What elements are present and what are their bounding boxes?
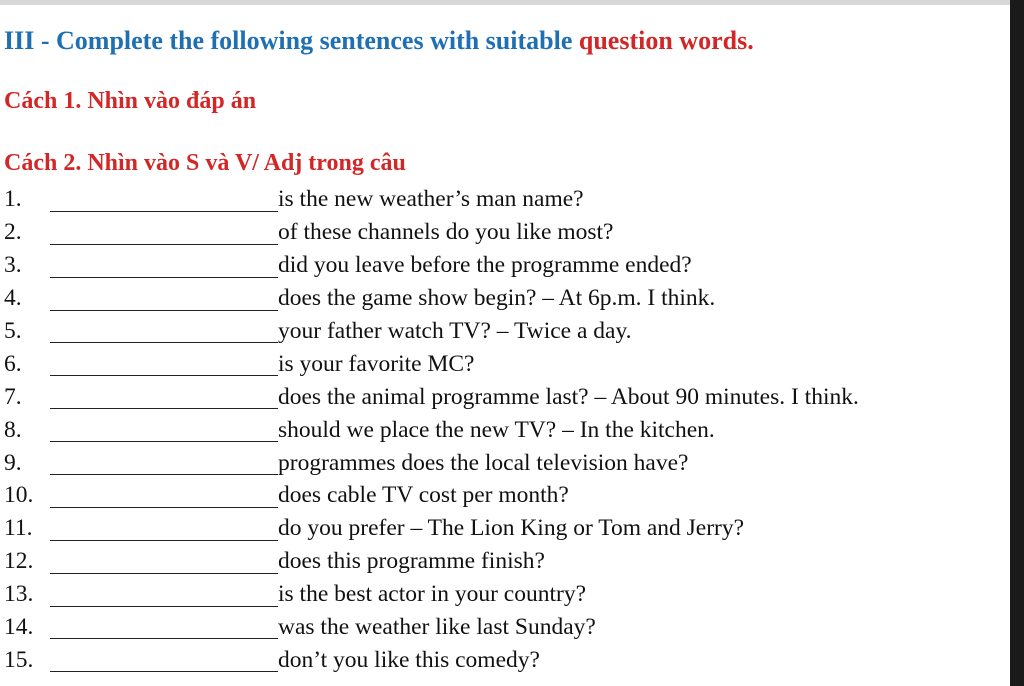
right-border-strip [1010, 0, 1024, 686]
answer-blank[interactable] [50, 539, 278, 541]
answer-blank[interactable] [50, 243, 278, 245]
question-number: 5. [4, 317, 22, 344]
heading-highlight: question words. [578, 26, 754, 55]
answer-blank[interactable] [50, 605, 278, 607]
question-text: did you leave before the programme ended? [278, 252, 692, 279]
question-item [4, 545, 1004, 578]
question-item [4, 413, 1004, 446]
question-number: 4. [4, 285, 22, 312]
answer-blank[interactable] [50, 276, 278, 278]
answer-blank[interactable] [50, 210, 278, 212]
question-number: 3. [4, 252, 22, 279]
question-number: 15. [4, 646, 34, 673]
question-item [4, 578, 1004, 611]
question-text: do you prefer – The Lion King or Tom and Jerry? [278, 515, 745, 542]
question-text: should we place the new TV? – In the kitchen. [278, 416, 715, 443]
answer-blank[interactable] [50, 637, 278, 639]
question-item [4, 611, 1004, 644]
answer-blank[interactable] [50, 374, 278, 376]
answer-blank[interactable] [50, 407, 278, 409]
question-text: programmes does the local television have? [278, 449, 689, 476]
question-text: does cable TV cost per month? [278, 482, 569, 509]
question-text: is the best actor in your country? [278, 581, 587, 608]
answer-blank[interactable] [50, 572, 278, 574]
question-item [4, 643, 1004, 676]
question-item [4, 183, 1004, 216]
question-number: 10. [4, 482, 34, 509]
question-text: is your favorite MC? [278, 350, 475, 377]
method-2-hint: Cách 2. Nhìn vào S và V/ Adj trong câu [4, 150, 406, 176]
method-1-hint: Cách 1. Nhìn vào đáp án [4, 88, 257, 114]
question-text: does this programme finish? [278, 548, 545, 575]
exercise-heading [4, 26, 754, 56]
answer-blank[interactable] [50, 670, 278, 672]
question-item [4, 512, 1004, 545]
question-number: 11. [4, 515, 33, 542]
top-border-strip [0, 0, 1010, 5]
question-number: 12. [4, 548, 34, 575]
question-text: your father watch TV? – Twice a day. [278, 317, 632, 344]
question-item [4, 315, 1004, 348]
question-item [4, 446, 1004, 479]
answer-blank[interactable] [50, 440, 278, 442]
question-number: 2. [4, 219, 22, 246]
answer-blank[interactable] [50, 473, 278, 475]
question-number: 13. [4, 581, 34, 608]
question-text: was the weather like last Sunday? [278, 613, 596, 640]
question-item [4, 249, 1004, 282]
question-item [4, 479, 1004, 512]
answer-blank[interactable] [50, 309, 278, 311]
question-item [4, 347, 1004, 380]
question-item [4, 380, 1004, 413]
question-number: 7. [4, 383, 22, 410]
question-text: does the game show begin? – At 6p.m. I think. [278, 285, 716, 312]
question-number: 14. [4, 613, 34, 640]
question-text: is the new weather’s man name? [278, 186, 584, 213]
question-text: don’t you like this comedy? [278, 646, 540, 673]
question-number: 1. [4, 186, 22, 213]
question-item [4, 282, 1004, 315]
question-number: 6. [4, 350, 22, 377]
answer-blank[interactable] [50, 341, 278, 343]
question-item [4, 216, 1004, 249]
answer-blank[interactable] [50, 506, 278, 508]
question-list [4, 183, 1004, 676]
question-number: 9. [4, 449, 22, 476]
heading-main: III - Complete the following sentences with suitable [4, 26, 579, 55]
question-text: does the animal programme last? – About 90 minutes. I think. [278, 383, 859, 410]
question-text: of these channels do you like most? [278, 219, 614, 246]
question-number: 8. [4, 416, 22, 443]
